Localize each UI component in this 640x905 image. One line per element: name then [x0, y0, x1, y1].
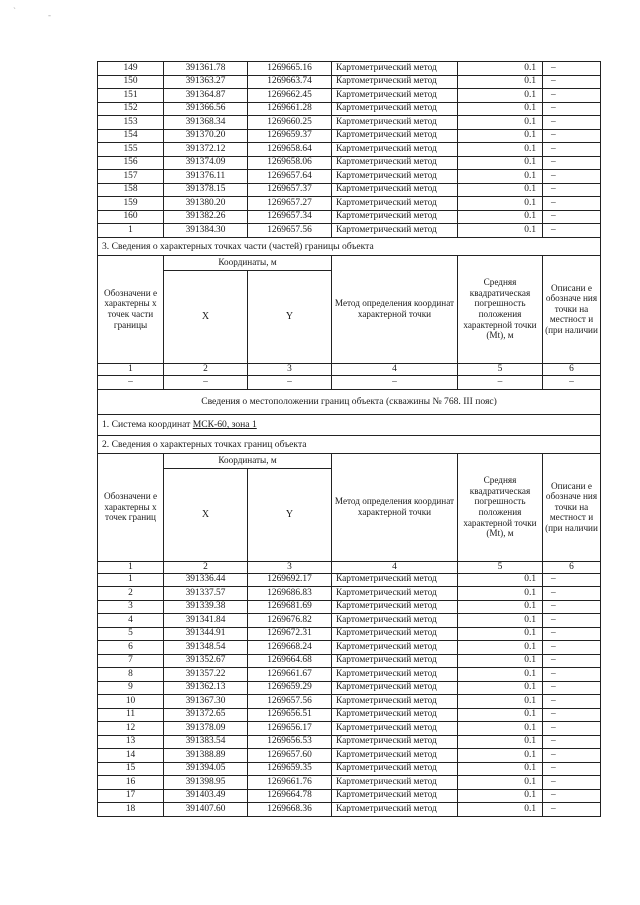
- point-number-cell: 18: [98, 803, 164, 817]
- x-coordinate-cell: 391382.26: [164, 210, 248, 224]
- col-num: 6: [543, 363, 601, 375]
- table-row: [98, 116, 601, 130]
- x-coordinate-cell: 391407.60: [164, 803, 248, 817]
- description-cell: –: [543, 573, 601, 587]
- table-row: [98, 183, 601, 197]
- accuracy-cell: 0.1: [458, 129, 543, 143]
- method-cell: Картометрический метод: [332, 170, 458, 184]
- point-number-cell: 9: [98, 681, 164, 695]
- header-coords: Координаты, м: [164, 255, 332, 270]
- method-cell: Картометрический метод: [332, 573, 458, 587]
- accuracy-cell: 0.1: [458, 654, 543, 668]
- x-coordinate-cell: 391380.20: [164, 197, 248, 211]
- y-coordinate-cell: 1269657.60: [248, 749, 332, 763]
- x-coordinate-cell: 391366.56: [164, 102, 248, 116]
- description-cell: –: [543, 102, 601, 116]
- point-number-cell: 14: [98, 749, 164, 763]
- table-row: [98, 735, 601, 749]
- accuracy-cell: 0.1: [458, 224, 543, 238]
- x-coordinate-cell: 391357.22: [164, 668, 248, 682]
- y-coordinate-cell: 1269668.36: [248, 803, 332, 817]
- point-number-cell: 8: [98, 668, 164, 682]
- x-coordinate-cell: 391384.30: [164, 224, 248, 238]
- description-cell: –: [543, 156, 601, 170]
- table-row: [98, 776, 601, 790]
- accuracy-cell: 0.1: [458, 75, 543, 89]
- accuracy-cell: 0.1: [458, 210, 543, 224]
- table-row: [98, 587, 601, 601]
- point-number-cell: 160: [98, 210, 164, 224]
- header-coords: Координаты, м: [164, 453, 332, 468]
- header-x: X: [164, 270, 248, 363]
- point-number-cell: 153: [98, 116, 164, 130]
- y-coordinate-cell: 1269661.76: [248, 776, 332, 790]
- point-number-cell: 4: [98, 614, 164, 628]
- accuracy-cell: 0.1: [458, 89, 543, 103]
- method-cell: Картометрический метод: [332, 641, 458, 655]
- table-row: [98, 789, 601, 803]
- x-coordinate-cell: 391372.12: [164, 143, 248, 157]
- point-number-cell: 3: [98, 600, 164, 614]
- empty-cell: –: [248, 375, 332, 389]
- point-number-cell: 17: [98, 789, 164, 803]
- accuracy-cell: 0.1: [458, 62, 543, 76]
- description-cell: –: [543, 735, 601, 749]
- method-cell: Картометрический метод: [332, 116, 458, 130]
- x-coordinate-cell: 391337.57: [164, 587, 248, 601]
- x-coordinate-cell: 391362.13: [164, 681, 248, 695]
- table-row: [98, 695, 601, 709]
- x-coordinate-cell: 391398.95: [164, 776, 248, 790]
- col-num: 1: [98, 561, 164, 573]
- x-coordinate-cell: 391336.44: [164, 573, 248, 587]
- table-row: [98, 210, 601, 224]
- method-cell: Картометрический метод: [332, 708, 458, 722]
- y-coordinate-cell: 1269656.51: [248, 708, 332, 722]
- y-coordinate-cell: 1269664.78: [248, 789, 332, 803]
- description-cell: –: [543, 129, 601, 143]
- description-cell: –: [543, 789, 601, 803]
- table-row: [98, 197, 601, 211]
- y-coordinate-cell: 1269660.25: [248, 116, 332, 130]
- header-accuracy: Средняя квадратическая погрешность положения характерной точки (Mt), м: [458, 255, 543, 363]
- method-cell: Картометрический метод: [332, 197, 458, 211]
- x-coordinate-cell: 391352.67: [164, 654, 248, 668]
- col-num: 2: [164, 561, 248, 573]
- header-method: Метод определения координат характерной точки: [332, 255, 458, 363]
- y-coordinate-cell: 1269656.53: [248, 735, 332, 749]
- method-cell: Картометрический метод: [332, 143, 458, 157]
- y-coordinate-cell: 1269658.06: [248, 156, 332, 170]
- table-row: [98, 573, 601, 587]
- method-cell: Картометрический метод: [332, 129, 458, 143]
- accuracy-cell: 0.1: [458, 749, 543, 763]
- corner-mark: `: [13, 6, 16, 16]
- y-coordinate-cell: 1269657.27: [248, 197, 332, 211]
- coord-system-value: МСК-60, зона 1: [192, 419, 257, 430]
- location-title: Сведения о местоположении границ объекта (скважины № 768. III пояс): [98, 389, 601, 414]
- col-num: 5: [458, 363, 543, 375]
- description-cell: –: [543, 62, 601, 76]
- method-cell: Картометрический метод: [332, 735, 458, 749]
- description-cell: –: [543, 708, 601, 722]
- description-cell: –: [543, 210, 601, 224]
- x-coordinate-cell: 391378.15: [164, 183, 248, 197]
- header-method: Метод определения координат характерной точки: [332, 453, 458, 561]
- point-number-cell: 152: [98, 102, 164, 116]
- header-y: Y: [248, 468, 332, 561]
- description-cell: –: [543, 668, 601, 682]
- accuracy-cell: 0.1: [458, 681, 543, 695]
- accuracy-cell: 0.1: [458, 143, 543, 157]
- accuracy-cell: 0.1: [458, 102, 543, 116]
- col-num: 6: [543, 561, 601, 573]
- method-cell: Картометрический метод: [332, 762, 458, 776]
- table-row: [98, 708, 601, 722]
- y-coordinate-cell: 1269676.82: [248, 614, 332, 628]
- method-cell: Картометрический метод: [332, 224, 458, 238]
- table-row: [98, 156, 601, 170]
- empty-cell: –: [164, 375, 248, 389]
- y-coordinate-cell: 1269663.74: [248, 75, 332, 89]
- accuracy-cell: 0.1: [458, 197, 543, 211]
- y-coordinate-cell: 1269658.64: [248, 143, 332, 157]
- coord-system-prefix: 1. Система координат: [102, 419, 191, 430]
- method-cell: Картометрический метод: [332, 183, 458, 197]
- accuracy-cell: 0.1: [458, 170, 543, 184]
- coordinates-table: [97, 61, 601, 817]
- col-num: 3: [248, 561, 332, 573]
- y-coordinate-cell: 1269672.31: [248, 627, 332, 641]
- point-number-cell: 1: [98, 573, 164, 587]
- accuracy-cell: 0.1: [458, 803, 543, 817]
- y-coordinate-cell: 1269657.56: [248, 224, 332, 238]
- empty-cell: –: [98, 375, 164, 389]
- accuracy-cell: 0.1: [458, 587, 543, 601]
- x-coordinate-cell: 391403.49: [164, 789, 248, 803]
- description-cell: –: [543, 776, 601, 790]
- y-coordinate-cell: 1269661.28: [248, 102, 332, 116]
- description-cell: –: [543, 143, 601, 157]
- point-number-cell: 6: [98, 641, 164, 655]
- section2-title: 2. Сведения о характерных точках границ объекта: [98, 435, 601, 453]
- table-row: [98, 803, 601, 817]
- table1-body: [98, 62, 601, 238]
- col-num: 4: [332, 561, 458, 573]
- description-cell: –: [543, 695, 601, 709]
- empty-cell: –: [458, 375, 543, 389]
- header-accuracy: Средняя квадратическая погрешность положения характерной точки (Mt), м: [458, 453, 543, 561]
- method-cell: Картометрический метод: [332, 695, 458, 709]
- accuracy-cell: 0.1: [458, 614, 543, 628]
- description-cell: –: [543, 614, 601, 628]
- table-row: [98, 722, 601, 736]
- header-y: Y: [248, 270, 332, 363]
- point-number-cell: 11: [98, 708, 164, 722]
- point-number-cell: 7: [98, 654, 164, 668]
- x-coordinate-cell: 391394.05: [164, 762, 248, 776]
- method-cell: Картометрический метод: [332, 102, 458, 116]
- method-cell: Картометрический метод: [332, 681, 458, 695]
- point-number-cell: 12: [98, 722, 164, 736]
- method-cell: Картометрический метод: [332, 600, 458, 614]
- table-row: [98, 614, 601, 628]
- y-coordinate-cell: 1269661.67: [248, 668, 332, 682]
- point-number-cell: 15: [98, 762, 164, 776]
- empty-cell: –: [332, 375, 458, 389]
- x-coordinate-cell: 391364.87: [164, 89, 248, 103]
- table-row: [98, 668, 601, 682]
- section3-title: 3. Сведения о характерных точках части (частей) границы объекта: [98, 237, 601, 255]
- col-num: 4: [332, 363, 458, 375]
- method-cell: Картометрический метод: [332, 156, 458, 170]
- accuracy-cell: 0.1: [458, 573, 543, 587]
- point-number-cell: 157: [98, 170, 164, 184]
- header-x: X: [164, 468, 248, 561]
- x-coordinate-cell: 391367.30: [164, 695, 248, 709]
- point-number-cell: 151: [98, 89, 164, 103]
- accuracy-cell: 0.1: [458, 116, 543, 130]
- description-cell: –: [543, 722, 601, 736]
- header-description: Описани е обозначе ния точки на местност и (при наличии: [543, 453, 601, 561]
- method-cell: Картометрический метод: [332, 627, 458, 641]
- table-row: [98, 654, 601, 668]
- y-coordinate-cell: 1269692.17: [248, 573, 332, 587]
- method-cell: Картометрический метод: [332, 749, 458, 763]
- description-cell: –: [543, 749, 601, 763]
- description-cell: –: [543, 224, 601, 238]
- accuracy-cell: 0.1: [458, 776, 543, 790]
- table2-body: [98, 573, 601, 816]
- table-row: [98, 170, 601, 184]
- table-row: [98, 762, 601, 776]
- y-coordinate-cell: 1269664.68: [248, 654, 332, 668]
- accuracy-cell: 0.1: [458, 762, 543, 776]
- point-number-cell: 155: [98, 143, 164, 157]
- method-cell: Картометрический метод: [332, 587, 458, 601]
- x-coordinate-cell: 391368.34: [164, 116, 248, 130]
- col-num: 3: [248, 363, 332, 375]
- document-page: [97, 61, 600, 817]
- accuracy-cell: 0.1: [458, 722, 543, 736]
- accuracy-cell: 0.1: [458, 708, 543, 722]
- method-cell: Картометрический метод: [332, 722, 458, 736]
- y-coordinate-cell: 1269657.56: [248, 695, 332, 709]
- description-cell: –: [543, 197, 601, 211]
- y-coordinate-cell: 1269668.24: [248, 641, 332, 655]
- coord-system: [98, 414, 601, 435]
- table-row: [98, 62, 601, 76]
- header-description: Описани е обозначе ния точки на местност и (при наличии: [543, 255, 601, 363]
- method-cell: Картометрический метод: [332, 89, 458, 103]
- description-cell: –: [543, 681, 601, 695]
- y-coordinate-cell: 1269657.64: [248, 170, 332, 184]
- point-number-cell: 1: [98, 224, 164, 238]
- table-row: [98, 129, 601, 143]
- y-coordinate-cell: 1269659.35: [248, 762, 332, 776]
- table-row: [98, 143, 601, 157]
- description-cell: –: [543, 627, 601, 641]
- description-cell: –: [543, 170, 601, 184]
- table-row: [98, 681, 601, 695]
- point-number-cell: 13: [98, 735, 164, 749]
- y-coordinate-cell: 1269656.17: [248, 722, 332, 736]
- description-cell: –: [543, 75, 601, 89]
- description-cell: –: [543, 762, 601, 776]
- accuracy-cell: 0.1: [458, 156, 543, 170]
- method-cell: Картометрический метод: [332, 62, 458, 76]
- method-cell: Картометрический метод: [332, 210, 458, 224]
- y-coordinate-cell: 1269686.83: [248, 587, 332, 601]
- accuracy-cell: 0.1: [458, 668, 543, 682]
- point-number-cell: 154: [98, 129, 164, 143]
- description-cell: –: [543, 641, 601, 655]
- col-num: 1: [98, 363, 164, 375]
- description-cell: –: [543, 600, 601, 614]
- x-coordinate-cell: 391378.09: [164, 722, 248, 736]
- point-number-cell: 2: [98, 587, 164, 601]
- x-coordinate-cell: 391372.65: [164, 708, 248, 722]
- table-row: [98, 75, 601, 89]
- x-coordinate-cell: 391339.38: [164, 600, 248, 614]
- table-row: [98, 224, 601, 238]
- header-designation: Обозначени е характерны х точек границ: [98, 453, 164, 561]
- method-cell: Картометрический метод: [332, 668, 458, 682]
- y-coordinate-cell: 1269659.37: [248, 129, 332, 143]
- table-row: [98, 600, 601, 614]
- point-number-cell: 159: [98, 197, 164, 211]
- description-cell: –: [543, 587, 601, 601]
- x-coordinate-cell: 391374.09: [164, 156, 248, 170]
- method-cell: Картометрический метод: [332, 654, 458, 668]
- y-coordinate-cell: 1269657.37: [248, 183, 332, 197]
- method-cell: Картометрический метод: [332, 75, 458, 89]
- description-cell: –: [543, 89, 601, 103]
- col-num: 5: [458, 561, 543, 573]
- point-number-cell: 149: [98, 62, 164, 76]
- point-number-cell: 10: [98, 695, 164, 709]
- accuracy-cell: 0.1: [458, 641, 543, 655]
- description-cell: –: [543, 183, 601, 197]
- accuracy-cell: 0.1: [458, 627, 543, 641]
- x-coordinate-cell: 391370.20: [164, 129, 248, 143]
- point-number-cell: 158: [98, 183, 164, 197]
- method-cell: Картометрический метод: [332, 803, 458, 817]
- section3: [98, 237, 601, 573]
- table-row: [98, 89, 601, 103]
- accuracy-cell: 0.1: [458, 183, 543, 197]
- y-coordinate-cell: 1269681.69: [248, 600, 332, 614]
- method-cell: Картометрический метод: [332, 776, 458, 790]
- x-coordinate-cell: 391344.91: [164, 627, 248, 641]
- y-coordinate-cell: 1269665.16: [248, 62, 332, 76]
- table-row: [98, 641, 601, 655]
- accuracy-cell: 0.1: [458, 789, 543, 803]
- point-number-cell: 5: [98, 627, 164, 641]
- y-coordinate-cell: 1269657.34: [248, 210, 332, 224]
- point-number-cell: 156: [98, 156, 164, 170]
- point-number-cell: 16: [98, 776, 164, 790]
- x-coordinate-cell: 391348.54: [164, 641, 248, 655]
- y-coordinate-cell: 1269659.29: [248, 681, 332, 695]
- accuracy-cell: 0.1: [458, 600, 543, 614]
- col-num: 2: [164, 363, 248, 375]
- empty-cell: –: [543, 375, 601, 389]
- x-coordinate-cell: 391376.11: [164, 170, 248, 184]
- x-coordinate-cell: 391363.27: [164, 75, 248, 89]
- x-coordinate-cell: 391361.78: [164, 62, 248, 76]
- method-cell: Картометрический метод: [332, 614, 458, 628]
- method-cell: Картометрический метод: [332, 789, 458, 803]
- x-coordinate-cell: 391383.54: [164, 735, 248, 749]
- header-designation: Обозначени е характерны х точек части границы: [98, 255, 164, 363]
- accuracy-cell: 0.1: [458, 735, 543, 749]
- description-cell: –: [543, 803, 601, 817]
- table-row: [98, 627, 601, 641]
- accuracy-cell: 0.1: [458, 695, 543, 709]
- x-coordinate-cell: 391341.84: [164, 614, 248, 628]
- point-number-cell: 150: [98, 75, 164, 89]
- description-cell: –: [543, 654, 601, 668]
- table-row: [98, 102, 601, 116]
- y-coordinate-cell: 1269662.45: [248, 89, 332, 103]
- x-coordinate-cell: 391388.89: [164, 749, 248, 763]
- corner-mark: -: [48, 10, 51, 20]
- table-row: [98, 749, 601, 763]
- description-cell: –: [543, 116, 601, 130]
